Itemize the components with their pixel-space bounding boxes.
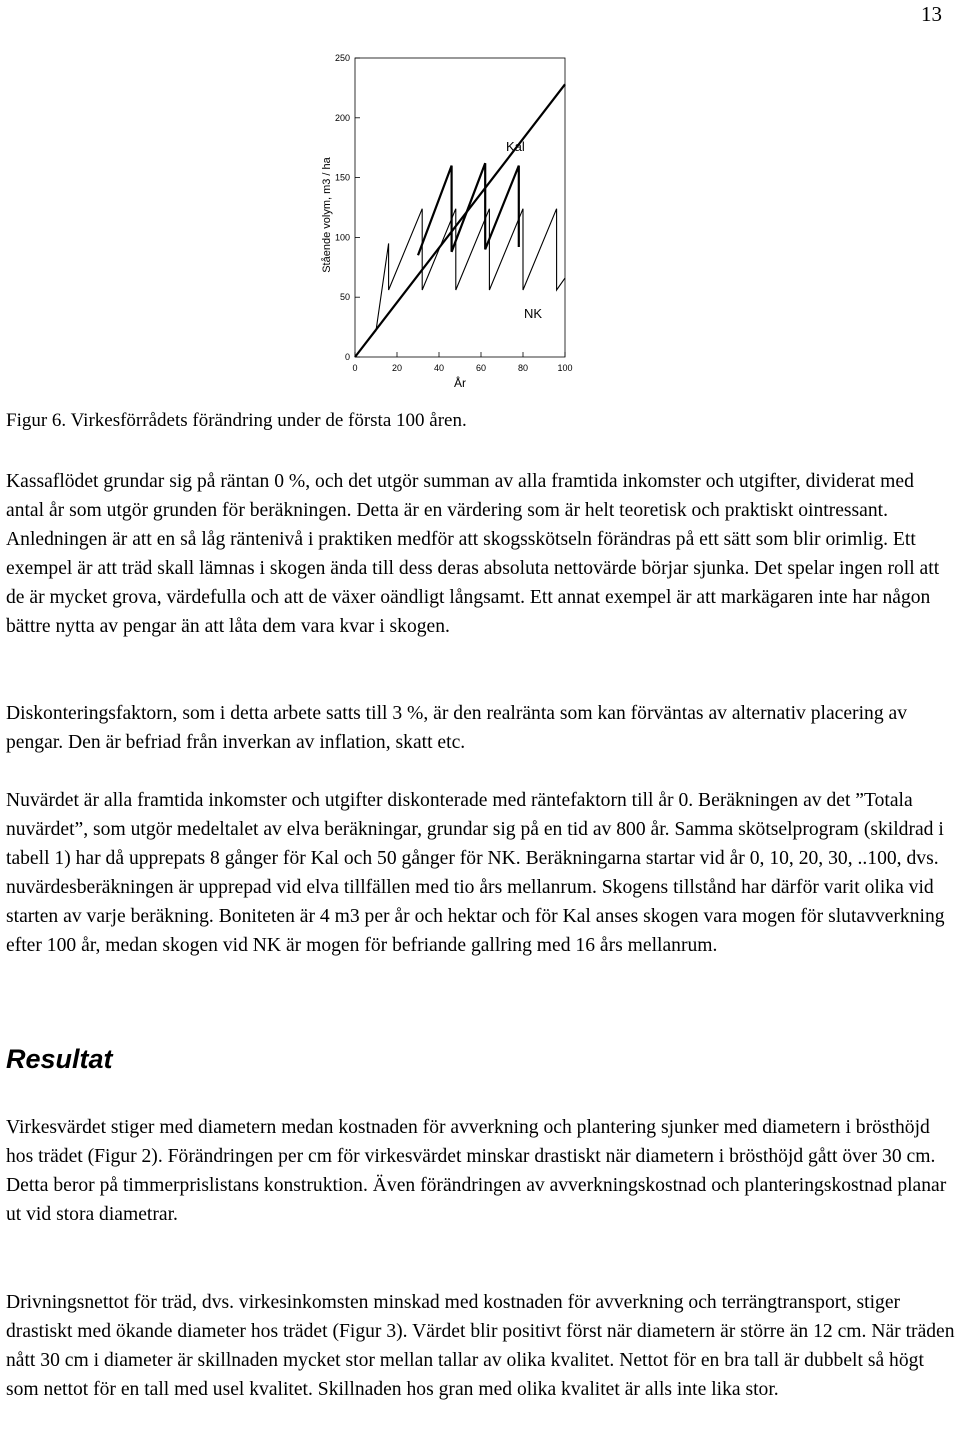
y-tick-label: 200 <box>334 112 350 123</box>
figure-caption: Figur 6. Virkesförrådets förändring under de första 100 åren. <box>6 410 467 431</box>
x-axis-ticks <box>352 352 572 373</box>
x-tick-label: 100 <box>557 363 573 373</box>
y-axis-label: Stående volym, m3 / ha <box>321 157 333 273</box>
y-tick-label: 50 <box>339 292 350 303</box>
paragraph-drivningsnetto: Drivningsnettot för träd, dvs. virkesinkomsten minskad med kostnaden för avverkning och terrängtransport, stiger drastiskt med ökande diameter hos trädet (Figur 3). Värdet blir positivt först när diametern är större än 12 cm. När träden nått 30 cm i diameter är skillnaden mycket stor mellan tallar av olika kvalitet. Nettot för en bra tall är dubbelt så högt som nettot för en tall med usel kvalitet. Skillnaden hos gran med olika kvalitet är alls inte lika stor. <box>6 1292 955 1400</box>
section-heading-resultat: Resultat <box>6 1044 113 1074</box>
x-tick-label: 0 <box>352 363 358 373</box>
paragraph-nuvarde: Nuvärdet är alla framtida inkomster och utgifter diskonterade med räntefaktorn till år 0. Beräkningen av det ”Totala nuvärdet”, som utgör medeltalet av elva beräkningar, grundar sig på en tid av 800 år. Samma skötselprogram (skildrad i tabell 1) har då upprepats 8 gånger för Kal och 50 gånger för NK. Beräkningarna startar vid år 0, 10, 20, 30, ..100, dvs. nuvärdesberäkningen är upprepad vid elva tillfällen med tio års mellanrum. Skogens tillstånd har därför varit olika vid starten av varje beräkning. Boniteten är 4 m3 per år och hektar och för Kal anses skogen vara mogen för slutavverkning efter 100 år, medan skogen vid NK är mogen för befriande gallring med 16 års mellanrum. <box>6 790 945 956</box>
x-tick-label: 20 <box>391 363 403 373</box>
volume-chart <box>0 0 960 400</box>
x-tick-label: 60 <box>475 363 487 373</box>
paragraph-kassaflode: Kassaflödet grundar sig på räntan 0 %, och det utgör summan av alla framtida inkomster och utgifter, dividerat med antal år som utgör grunden för beräkningen. Detta är en värdering som är helt teoretisk och praktiskt ointressant. Anledningen är att en så låg räntenivå i praktiken medför att skogsskötseln förändras på ett sätt som blir orimlig. Ett exempel är att träd skall lämnas i skogen ända till dess deras absoluta nettovärde börjar sjunka. Det spelar ingen roll att de är mycket grova, värdefulla och att de växer oändligt långsamt. Ett annat exempel är att markägaren inte har någon bättre nytta av pengar än att låta dem vara kvar i skogen. <box>6 471 940 637</box>
y-tick-label: 150 <box>334 172 350 183</box>
x-tick-label: 80 <box>517 363 529 373</box>
x-axis-label: År <box>454 376 466 390</box>
paragraph-diskontering: Diskonteringsfaktorn, som i detta arbete satts till 3 %, är den realränta som kan förväntas av alternativ placering av pengar. Den är befriad från inverkan av inflation, skatt etc. <box>6 703 908 753</box>
paragraph-virkesvarde: Virkesvärdet stiger med diametern medan kostnaden för avverkning och plantering sjunker med diametern i brösthöjd hos trädet (Figur 2). Förändringen per cm för virkesvärdet minskar drastiskt när diametern i brösthöjd gått över 30 cm. Detta beror på timmerprislistans konstruktion. Även förändringen av avverkningskostnad och planteringskostnad planar ut vid stora diametrar. <box>6 1117 947 1225</box>
x-tick-label: 40 <box>433 363 445 373</box>
y-tick-label: 250 <box>334 53 350 63</box>
y-tick-label: 100 <box>334 232 350 243</box>
page-number: 13 <box>921 2 942 26</box>
y-axis-ticks <box>335 53 360 362</box>
annotation-nk: NK <box>524 306 543 321</box>
series-line-nk-overlap <box>418 163 519 255</box>
y-tick-label: 0 <box>344 352 350 362</box>
annotation-kal: Kal <box>506 139 525 154</box>
